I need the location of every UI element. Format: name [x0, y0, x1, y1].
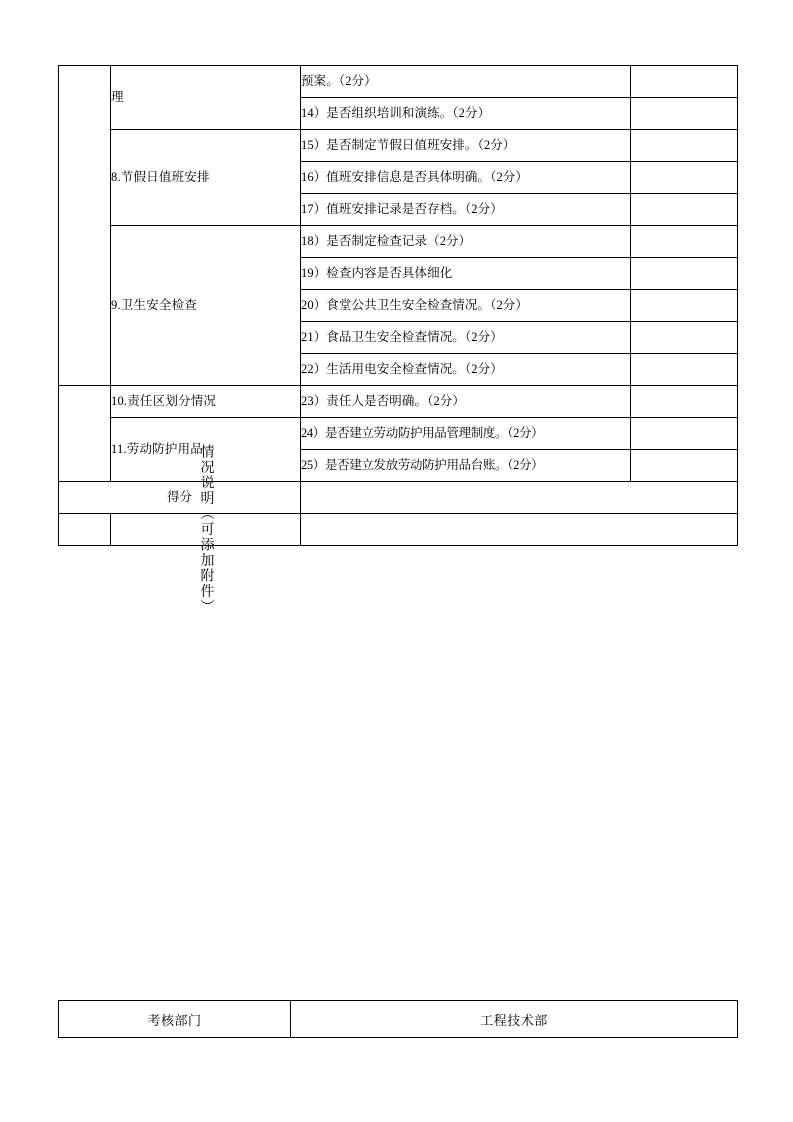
score-cell[interactable]: [631, 418, 738, 450]
score-cell[interactable]: [631, 162, 738, 194]
score-cell[interactable]: [631, 450, 738, 482]
score-cell[interactable]: [631, 354, 738, 386]
item-cell: 20）食堂公共卫生安全检查情况。（2分）: [301, 290, 631, 322]
category-cell-li: 理: [111, 66, 301, 130]
item-cell: 25）是否建立发放劳动防护用品台账。（2分）: [301, 450, 631, 482]
score-cell[interactable]: [631, 194, 738, 226]
category-cell-holiday-duty: 8.节假日值班安排: [111, 130, 301, 226]
notes-row: [59, 514, 738, 546]
category-cell-responsibility-zone: 10.责任区划分情况: [111, 386, 301, 418]
department-label-cell: 考核部门: [59, 1001, 291, 1038]
score-cell[interactable]: [631, 66, 738, 98]
item-cell: 15）是否制定节假日值班安排。（2分）: [301, 130, 631, 162]
assessment-table-body: [59, 66, 738, 615]
item-cell: 23）责任人是否明确。（2分）: [301, 386, 631, 418]
table-row: [59, 130, 738, 162]
table-row: [59, 1001, 738, 1038]
section-marker-cell-lower: [59, 386, 111, 482]
table-row: [59, 226, 738, 258]
score-cell[interactable]: [631, 130, 738, 162]
score-cell[interactable]: [631, 290, 738, 322]
item-cell: 14）是否组织培训和演练。（2分）: [301, 98, 631, 130]
score-cell[interactable]: [631, 226, 738, 258]
score-total-row: [59, 482, 738, 514]
score-total-label: 得分: [59, 482, 301, 514]
item-cell: 19）检查内容是否具体细化: [301, 258, 631, 290]
item-cell: 16）值班安排信息是否具体明确。（2分）: [301, 162, 631, 194]
notes-body-cell[interactable]: [301, 514, 738, 546]
table-row: [59, 66, 738, 98]
item-cell: 17）值班安排记录是否存档。（2分）: [301, 194, 631, 226]
assessment-table: [58, 65, 738, 615]
category-cell-hygiene-safety-inspection: 9.卫生安全检查: [111, 226, 301, 386]
table-row: [59, 418, 738, 450]
department-value-cell[interactable]: 工程技术部: [291, 1001, 738, 1038]
item-cell: 24）是否建立劳动防护用品管理制度。（2分）: [301, 418, 631, 450]
department-table-body: [59, 1001, 738, 1038]
item-cell: 22）生活用电安全检查情况。（2分）: [301, 354, 631, 386]
notes-marker-cell: [59, 514, 111, 546]
item-cell: 18）是否制定检查记录（2分）: [301, 226, 631, 258]
item-cell: 预案。（2分）: [301, 66, 631, 98]
score-cell[interactable]: [631, 258, 738, 290]
score-cell[interactable]: [631, 322, 738, 354]
score-total-value[interactable]: [301, 482, 738, 514]
department-table: [58, 1000, 738, 1038]
score-cell[interactable]: [631, 386, 738, 418]
category-cell-ppe: 11.劳动防护用品: [111, 418, 301, 482]
section-marker-cell-upper: [59, 66, 111, 386]
score-cell[interactable]: [631, 98, 738, 130]
notes-vertical-label: 情况说明（可添加附件）: [198, 444, 214, 615]
item-cell: 21）食品卫生安全检查情况。（2分）: [301, 322, 631, 354]
table-row: [59, 386, 738, 418]
